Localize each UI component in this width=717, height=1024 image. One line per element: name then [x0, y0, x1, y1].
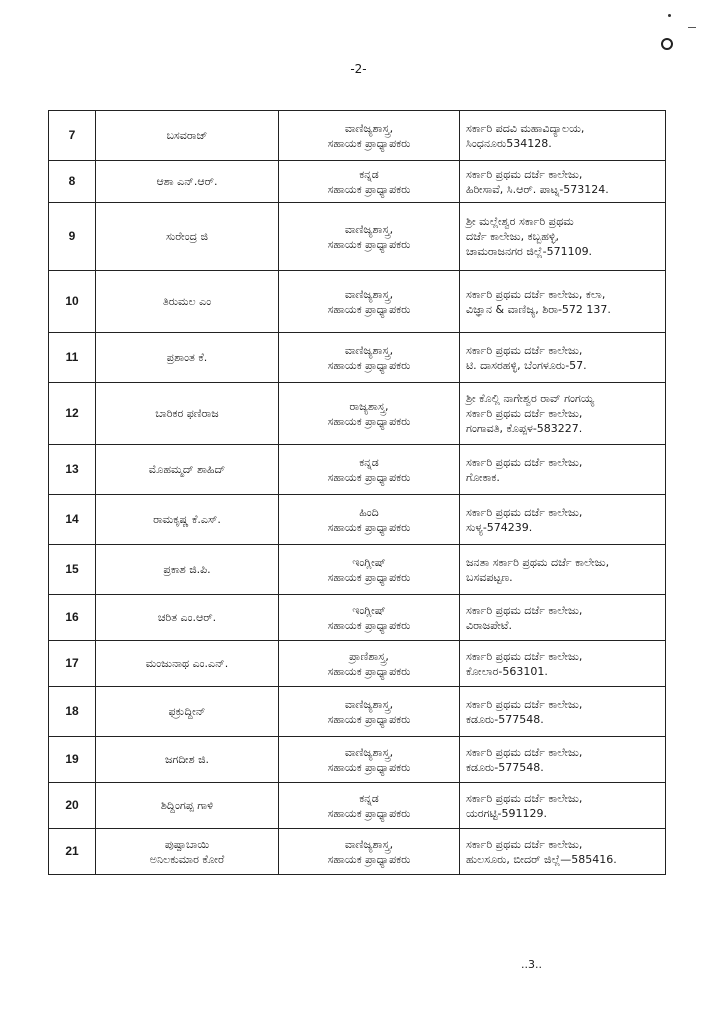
college-address-cell	[460, 595, 666, 641]
college-address-line: ಟಿ. ದಾಸರಹಳ್ಳಿ, ಬೆಂಗಳೂರು-57.	[466, 358, 587, 372]
college-address-line: ಸರ್ಕಾರಿ ಪ್ರಥಮ ದರ್ಜೆ ಕಾಲೇಜು,	[466, 791, 583, 805]
staff-post-line: ಸಹಾಯಕ ಪ್ರಾಧ್ಯಾಪಕರು	[327, 237, 411, 251]
staff-post-line: ಸಹಾಯಕ ಪ್ರಾಧ್ಯಾಪಕರು	[327, 136, 411, 150]
staff-post-line: ಸಹಾಯಕ ಪ್ರಾಧ್ಯಾಪಕರು	[327, 806, 411, 820]
staff-post-cell	[279, 687, 460, 737]
college-address-line: ಗಂಗಾವತಿ, ಕೊಪ್ಪಳ-583227.	[466, 422, 583, 435]
college-address-line: ಸರ್ಕಾರಿ ಪ್ರಥಮ ದರ್ಜೆ ಕಾಲೇಜು,	[466, 505, 583, 519]
corner-circle-mark	[661, 38, 673, 50]
staff-name-cell	[96, 495, 279, 545]
staff-name-line: ಆಶಾ ಎನ್.ಆರ್.	[156, 175, 218, 188]
staff-name-line: ಬಸವರಾಜ್	[166, 129, 208, 142]
next-page-marker: ..3..	[521, 958, 542, 971]
staff-post-line: ಸಹಾಯಕ ಪ್ರಾಧ್ಯಾಪಕರು	[327, 414, 411, 428]
staff-name-line: ಪುಷ್ಪಾಬಾಯಿ	[164, 837, 210, 851]
college-address-cell	[460, 495, 666, 545]
staff-name-line: ರಾಮಕೃಷ್ಣ ಕೆ.ಎಸ್.	[153, 513, 221, 526]
college-address-line: ಯರಗಟ್ಟಿ-591129.	[466, 806, 547, 820]
staff-name-cell	[96, 333, 279, 383]
college-address-line: ಕೋಲಾರ-563101.	[466, 664, 548, 678]
staff-table	[48, 110, 666, 875]
staff-post-cell	[279, 203, 460, 271]
college-address-line: ಕಡೂರು-577548.	[466, 712, 544, 726]
college-address-cell	[460, 271, 666, 333]
staff-post-line: ಸಹಾಯಕ ಪ್ರಾಧ್ಯಾಪಕರು	[327, 358, 411, 372]
college-address-line: ವಿಜ್ಞಾನ & ವಾಣಿಜ್ಯ, ಶಿರಾ-572 137.	[466, 302, 611, 316]
college-address-cell	[460, 203, 666, 271]
staff-post-cell	[279, 495, 460, 545]
row-number-cell: 10	[49, 271, 96, 333]
staff-name-cell	[96, 737, 279, 783]
college-address-cell	[460, 333, 666, 383]
college-address-line: ಸರ್ಕಾರಿ ಪ್ರಥಮ ದರ್ಜೆ ಕಾಲೇಜು, ಕಲಾ,	[466, 287, 606, 301]
staff-post-line: ವಾಣಿಜ್ಯಶಾಸ್ತ್ರ,	[344, 745, 394, 759]
staff-post-line: ವಾಣಿಜ್ಯಶಾಸ್ತ್ರ,	[344, 287, 394, 301]
staff-post-line: ವಾಣಿಜ್ಯಶಾಸ್ತ್ರ,	[344, 222, 394, 236]
table-row	[49, 545, 666, 595]
row-number-cell: 15	[49, 545, 96, 595]
page-number: -2-	[350, 62, 367, 76]
college-address-line: ಸಿಂಧನೂರು534128.	[466, 136, 552, 150]
row-number-cell: 12	[49, 383, 96, 445]
staff-post-line: ಸಹಾಯಕ ಪ್ರಾಧ್ಯಾಪಕರು	[327, 182, 411, 196]
row-number-cell: 9	[49, 203, 96, 271]
table-row	[49, 111, 666, 161]
college-address-line: ಸರ್ಕಾರಿ ಪ್ರಥಮ ದರ್ಜೆ ಕಾಲೇಜು,	[466, 167, 583, 181]
staff-post-line: ರಾಜ್ಯಶಾಸ್ತ್ರ,	[349, 399, 389, 413]
staff-post-cell	[279, 333, 460, 383]
staff-name-line: ತಿರುಮಲ ಎಂ	[162, 295, 212, 308]
college-address-line: ಹುಲಸೂರು, ಬೀದರ್ ಜಿಲ್ಲೆ—585416.	[466, 852, 617, 866]
table-row	[49, 737, 666, 783]
row-number-cell: 8	[49, 161, 96, 203]
staff-post-line: ಸಹಾಯಕ ಪ್ರಾಧ್ಯಾಪಕರು	[327, 470, 411, 484]
table-row	[49, 333, 666, 383]
staff-name-cell	[96, 111, 279, 161]
table-row	[49, 271, 666, 333]
college-address-cell	[460, 545, 666, 595]
row-number-cell: 11	[49, 333, 96, 383]
row-number-cell: 17	[49, 641, 96, 687]
college-address-cell	[460, 383, 666, 445]
college-address-line: ಶ್ರೀ ಮಲ್ಲೇಶ್ವರ ಸರ್ಕಾರಿ ಪ್ರಥಮ	[466, 215, 574, 228]
staff-name-cell	[96, 641, 279, 687]
staff-post-cell	[279, 161, 460, 203]
college-address-line: ಸರ್ಕಾರಿ ಪ್ರಥಮ ದರ್ಜೆ ಕಾಲೇಜು,	[466, 649, 583, 663]
staff-post-cell	[279, 737, 460, 783]
staff-post-line: ವಾಣಿಜ್ಯಶಾಸ್ತ್ರ,	[344, 697, 394, 711]
staff-name-cell	[96, 445, 279, 495]
staff-post-line: ಸಹಾಯಕ ಪ್ರಾಧ್ಯಾಪಕರು	[327, 664, 411, 678]
college-address-line: ಚಾಮರಾಜನಗರ ಜಿಲ್ಲೆ-571109.	[466, 245, 593, 258]
staff-name-cell	[96, 203, 279, 271]
staff-name-cell	[96, 545, 279, 595]
college-address-line: ಸರ್ಕಾರಿ ಪ್ರಥಮ ದರ್ಜೆ ಕಾಲೇಜು,	[466, 343, 583, 357]
staff-post-line: ಸಹಾಯಕ ಪ್ರಾಧ್ಯಾಪಕರು	[327, 618, 411, 632]
row-number-cell: 16	[49, 595, 96, 641]
staff-post-line: ವಾಣಿಜ್ಯಶಾಸ್ತ್ರ,	[344, 837, 394, 851]
staff-name-line: ಮೊಹಮ್ಮದ್ ಶಾಹಿದ್	[148, 463, 226, 476]
staff-post-cell	[279, 271, 460, 333]
staff-post-line: ಸಹಾಯಕ ಪ್ರಾಧ್ಯಾಪಕರು	[327, 520, 411, 534]
college-address-line: ಶ್ರೀ ಕೊಲ್ಲಿ ನಾಗೇಶ್ವರ ರಾವ್ ಗಂಗಯ್ಯ	[466, 392, 595, 405]
college-address-line: ಸರ್ಕಾರಿ ಪ್ರಥಮ ದರ್ಜೆ ಕಾಲೇಜು,	[466, 455, 583, 469]
staff-name-line: ಸುರೇಂದ್ರ ಜಿ	[165, 230, 209, 243]
staff-name-line: ಬಾರಿಕರ ಫಣಿರಾಜ	[155, 407, 219, 420]
corner-mark-dot	[668, 14, 671, 17]
staff-post-cell	[279, 111, 460, 161]
staff-post-line: ಕನ್ನಡ	[359, 455, 379, 469]
table-row	[49, 687, 666, 737]
college-address-line: ಹಿರೀಸಾವೆ, ಸಿ.ಆರ್. ಪಾಟ್ನ-573124.	[466, 182, 609, 196]
college-address-line: ಸರ್ಕಾರಿ ಪ್ರಥಮ ದರ್ಜೆ ಕಾಲೇಜು,	[466, 745, 583, 759]
staff-post-line: ಕನ್ನಡ	[359, 167, 379, 181]
college-address-cell	[460, 687, 666, 737]
staff-name-cell	[96, 271, 279, 333]
row-number-cell: 21	[49, 829, 96, 875]
staff-post-line: ಸಹಾಯಕ ಪ್ರಾಧ್ಯಾಪಕರು	[327, 712, 411, 726]
staff-post-cell	[279, 545, 460, 595]
staff-name-cell	[96, 687, 279, 737]
college-address-line: ಸುಳ್ಯ-574239.	[466, 520, 533, 534]
staff-post-line: ವಾಣಿಜ್ಯಶಾಸ್ತ್ರ,	[344, 343, 394, 357]
college-address-line: ಸರ್ಕಾರಿ ಪ್ರಥಮ ದರ್ಜೆ ಕಾಲೇಜು,	[466, 697, 583, 711]
staff-name-line: ಫಕ್ರುದ್ದೀನ್	[168, 705, 206, 718]
row-number-cell: 13	[49, 445, 96, 495]
staff-post-line: ಸಹಾಯಕ ಪ್ರಾಧ್ಯಾಪಕರು	[327, 852, 411, 866]
staff-post-line: ಕನ್ನಡ	[359, 791, 379, 805]
staff-name-line: ಜಗದೀಶ ಜಿ.	[164, 753, 210, 766]
college-address-cell	[460, 783, 666, 829]
staff-post-line: ಹಿಂದಿ	[359, 505, 379, 519]
staff-post-cell	[279, 595, 460, 641]
staff-name-line: ಶಿದ್ದಿಂಗಪ್ಪ ಗಾಳಿ	[160, 799, 214, 812]
college-address-line: ಬಸವಪಟ್ಟಣ.	[466, 570, 513, 584]
staff-post-cell	[279, 445, 460, 495]
staff-post-line: ಸಹಾಯಕ ಪ್ರಾಧ್ಯಾಪಕರು	[327, 570, 411, 584]
table-row	[49, 829, 666, 875]
college-address-cell	[460, 445, 666, 495]
staff-post-line: ಸಹಾಯಕ ಪ್ರಾಧ್ಯಾಪಕರು	[327, 302, 411, 316]
staff-name-line: ಅನಿಲಕುಮಾರ ಕೋರೆ	[149, 852, 225, 866]
staff-post-cell	[279, 783, 460, 829]
college-address-cell	[460, 737, 666, 783]
row-number-cell: 7	[49, 111, 96, 161]
staff-name-cell	[96, 161, 279, 203]
staff-post-line: ಸಹಾಯಕ ಪ್ರಾಧ್ಯಾಪಕರು	[327, 760, 411, 774]
table-row	[49, 595, 666, 641]
row-number-cell: 18	[49, 687, 96, 737]
staff-name-line: ಚರಿತ ಎಂ.ಆರ್.	[157, 611, 217, 624]
table-row	[49, 495, 666, 545]
college-address-line: ದರ್ಜೆ ಕಾಲೇಜು, ಕಬ್ಬಹಳ್ಳಿ,	[466, 230, 560, 243]
row-number-cell: 20	[49, 783, 96, 829]
college-address-line: ಸರ್ಕಾರಿ ಪದವಿ ಮಹಾವಿದ್ಯಾಲಯ,	[466, 121, 585, 135]
staff-table-body	[49, 111, 666, 875]
corner-mark-dash	[688, 27, 696, 28]
college-address-cell	[460, 161, 666, 203]
college-address-cell	[460, 111, 666, 161]
college-address-line: ಕಡೂರು-577548.	[466, 760, 544, 774]
staff-name-cell	[96, 829, 279, 875]
college-address-line: ಜನತಾ ಸರ್ಕಾರಿ ಪ್ರಥಮ ದರ್ಜೆ ಕಾಲೇಜು,	[466, 555, 610, 569]
row-number-cell: 19	[49, 737, 96, 783]
staff-name-cell	[96, 383, 279, 445]
staff-post-cell	[279, 641, 460, 687]
staff-post-line: ಇಂಗ್ಲೀಷ್	[352, 603, 386, 617]
staff-name-cell	[96, 595, 279, 641]
row-number-cell: 14	[49, 495, 96, 545]
staff-name-line: ಪ್ರಶಾಂತ ಕೆ.	[166, 351, 208, 364]
college-address-line: ಸರ್ಕಾರಿ ಪ್ರಥಮ ದರ್ಜೆ ಕಾಲೇಜು,	[466, 837, 583, 851]
staff-post-cell	[279, 829, 460, 875]
table-row	[49, 383, 666, 445]
staff-post-cell	[279, 383, 460, 445]
table-row	[49, 203, 666, 271]
college-address-cell	[460, 829, 666, 875]
staff-post-line: ವಾಣಿಜ್ಯಶಾಸ್ತ್ರ,	[344, 121, 394, 135]
table-row	[49, 641, 666, 687]
college-address-line: ವಿರಾಜಪೇಟೆ.	[466, 618, 512, 632]
table-row	[49, 161, 666, 203]
staff-post-line: ಪ್ರಾಣಿಶಾಸ್ತ್ರ,	[349, 649, 389, 663]
staff-post-line: ಇಂಗ್ಲೀಷ್	[352, 555, 386, 569]
staff-name-line: ಮಂಜುನಾಥ ಎಂ.ಎನ್.	[145, 657, 229, 670]
college-address-line: ಸರ್ಕಾರಿ ಪ್ರಥಮ ದರ್ಜೆ ಕಾಲೇಜು,	[466, 603, 583, 617]
college-address-line: ಸರ್ಕಾರಿ ಪ್ರಥಮ ದರ್ಜೆ ಕಾಲೇಜು,	[466, 407, 583, 420]
table-row	[49, 783, 666, 829]
staff-name-cell	[96, 783, 279, 829]
table-row	[49, 445, 666, 495]
staff-name-line: ಪ್ರಕಾಶ ಜಿ.ಪಿ.	[163, 563, 211, 576]
college-address-cell	[460, 641, 666, 687]
college-address-line: ಗೋಕಾಕ.	[466, 470, 500, 484]
